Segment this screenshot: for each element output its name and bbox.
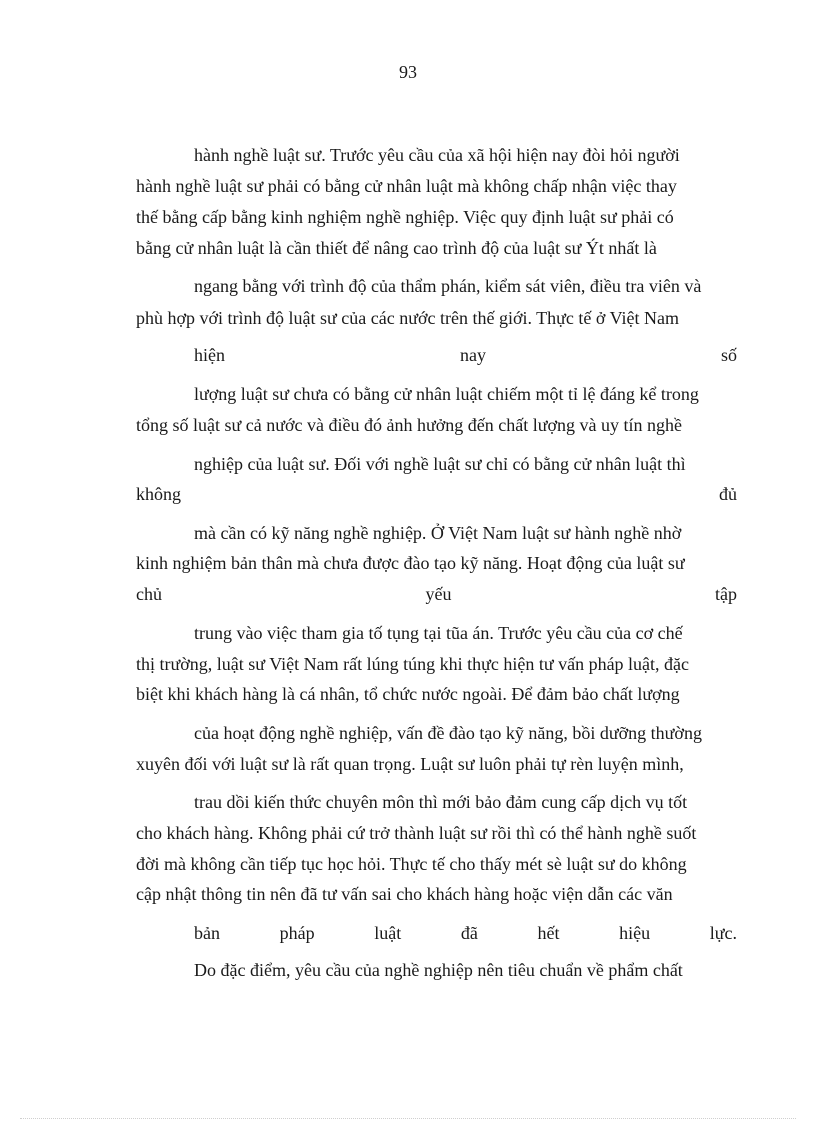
page-number: 93 (399, 62, 417, 82)
word: nay (459, 345, 486, 365)
word: pháp (279, 923, 315, 943)
word: hiện (194, 345, 225, 365)
word: chủ (136, 584, 162, 604)
text-line: Do đặc điểm, yêu cầu của nghề nghiệp nên tiêu chuẩn về phẩm chất (194, 960, 683, 980)
word: bản (194, 923, 220, 943)
text-line-justified (194, 343, 737, 367)
word: đã (460, 923, 478, 943)
text-line: đời mà không cần tiếp tục học hỏi. Thực tế cho thấy mét sè luật sư do không (136, 854, 687, 874)
text-line: trau dồi kiến thức chuyên môn thì mới bảo đảm cung cấp dịch vụ tốt (194, 792, 688, 812)
word: không (136, 484, 181, 504)
word: đủ (719, 484, 737, 504)
text-line-justified (136, 482, 737, 506)
text-line: biệt khi khách hàng là cá nhân, tổ chức nước ngoài. Để đảm bảo chất lượng (136, 684, 680, 704)
text-line: mà cần có kỹ năng nghề nghiệp. Ở Việt Nam luật sư hành nghề nhờ (194, 523, 682, 543)
text-line-justified (136, 582, 737, 606)
text-line: xuyên đối với luật sư là rất quan trọng. Luật sư luôn phải tự rèn luyện mình, (136, 754, 684, 774)
text-line: hành nghề luật sư phải có bằng cử nhân luật mà không chấp nhận việc thay (136, 176, 677, 196)
word: số (720, 345, 737, 365)
text-line: của hoạt động nghề nghiệp, vấn đề đào tạo kỹ năng, bồi dưỡng thường (194, 723, 702, 743)
word: hiệu (619, 923, 651, 943)
text-line: trung vào việc tham gia tố tụng tại tũa án. Trước yêu cầu của cơ chế (194, 623, 683, 643)
text-line-justified (194, 921, 737, 945)
text-line: thế bằng cấp bằng kinh nghiệm nghề nghiệp. Việc quy định luật sư phải có (136, 207, 674, 227)
word: lực. (709, 923, 737, 943)
text-line: hành nghề luật sư. Trước yêu cầu của xã hội hiện nay đòi hỏi người (194, 145, 680, 165)
word: luật (374, 923, 402, 943)
word: yếu (425, 584, 452, 604)
word: tập (715, 584, 737, 604)
text-line: tổng số luật sư cả nước và điều đó ảnh hưởng đến chất lượng và uy tín nghề (136, 415, 682, 435)
text-line: kinh nghiệm bản thân mà chưa được đào tạo kỹ năng. Hoạt động của luật sư (136, 553, 685, 573)
text-line: phù hợp với trình độ luật sư của các nước trên thế giới. Thực tế ở Việt Nam (136, 308, 679, 328)
text-line: ngang bằng với trình độ của thẩm phán, kiểm sát viên, điều tra viên và (194, 276, 702, 296)
text-line: nghiệp của luật sư. Đối với nghề luật sư chỉ có bằng cử nhân luật thì (194, 454, 686, 474)
page-bottom-rule (20, 1118, 796, 1119)
word: hết (537, 923, 560, 943)
text-line: lượng luật sư chưa có bằng cử nhân luật chiếm một tỉ lệ đáng kể trong (194, 384, 699, 404)
text-line: cập nhật thông tin nên đã tư vấn sai cho khách hàng hoặc viện dẫn các văn (136, 884, 673, 904)
text-line: bằng cử nhân luật là cần thiết để nâng cao trình độ của luật sư Ýt nhất là (136, 238, 657, 258)
text-line: thị trường, luật sư Việt Nam rất lúng túng khi thực hiện tư vấn pháp luật, đặc (136, 654, 690, 674)
text-line: cho khách hàng. Không phải cứ trở thành luật sư rồi thì có thể hành nghề suốt (136, 823, 697, 843)
